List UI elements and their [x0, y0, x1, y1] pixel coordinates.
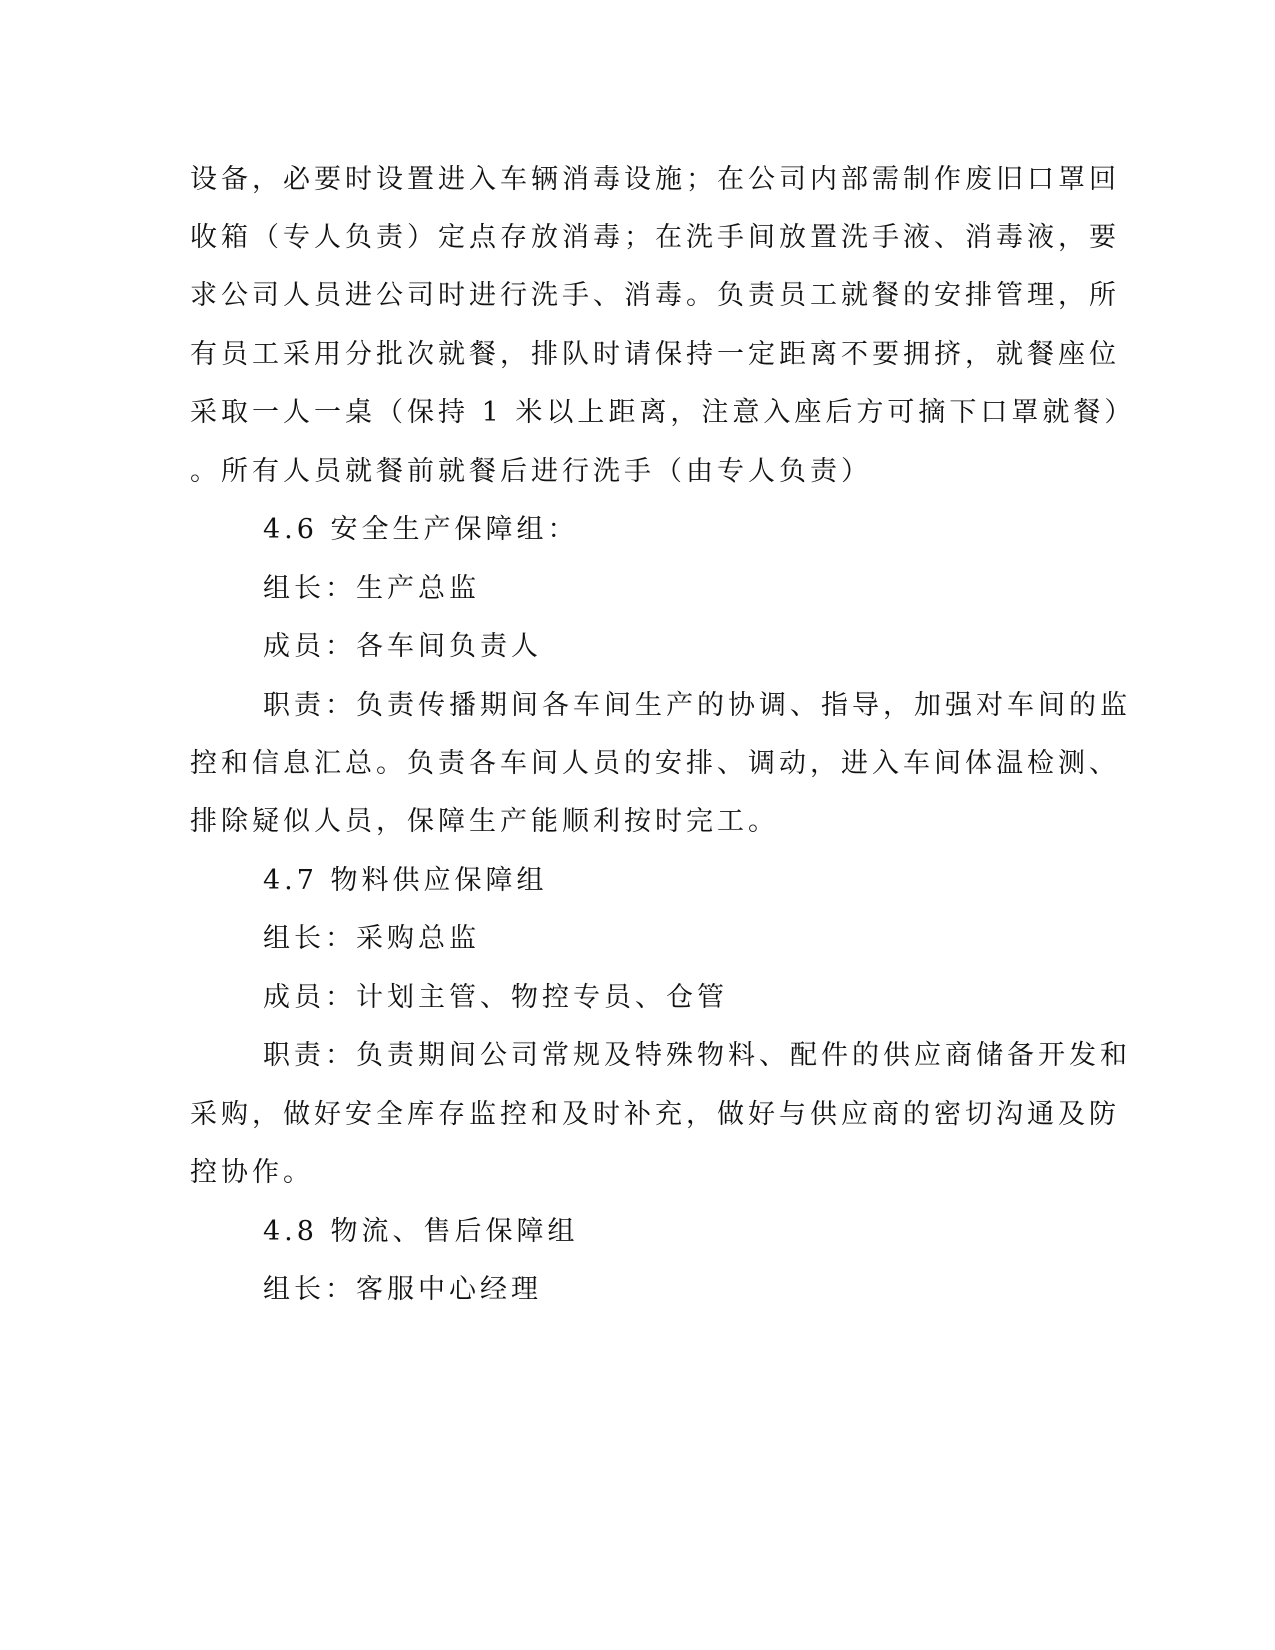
group-leader-line: 组长：客服中心经理	[263, 1274, 542, 1305]
group-members-line: 成员：计划主管、物控专员、仓管	[263, 982, 728, 1013]
paragraph-line: 排除疑似人员，保障生产能顺利按时完工。	[190, 806, 779, 837]
group-leader-line: 组长：采购总监	[263, 923, 480, 954]
paragraph-line: 设备，必要时设置进入车辆消毒设施；在公司内部需制作废旧口罩回	[190, 164, 1120, 195]
paragraph-line: 采取一人一桌（保持 1 米以上距离，注意入座后方可摘下口罩就餐）	[190, 397, 1136, 428]
group-members-line: 成员：各车间负责人	[263, 631, 542, 662]
responsibility-line: 职责：负责传播期间各车间生产的协调、指导，加强对车间的监	[263, 690, 1131, 721]
section-heading-4-7: 4.7 物料供应保障组	[263, 865, 548, 896]
paragraph-line: 控协作。	[190, 1157, 314, 1188]
responsibility-line: 职责：负责期间公司常规及特殊物料、配件的供应商储备开发和	[263, 1040, 1131, 1071]
paragraph-line: 收箱（专人负责）定点存放消毒；在洗手间放置洗手液、消毒液，要	[190, 222, 1120, 253]
paragraph-line: 有员工采用分批次就餐，排队时请保持一定距离不要拥挤，就餐座位	[190, 339, 1120, 370]
section-heading-4-6: 4.6 安全生产保障组：	[263, 514, 579, 545]
paragraph-line: 求公司人员进公司时进行洗手、消毒。负责员工就餐的安排管理，所	[190, 280, 1120, 311]
group-leader-line: 组长：生产总监	[263, 573, 480, 604]
paragraph-line: 控和信息汇总。负责各车间人员的安排、调动，进入车间体温检测、	[190, 748, 1120, 779]
section-heading-4-8: 4.8 物流、售后保障组	[263, 1216, 579, 1247]
paragraph-line: 采购，做好安全库存监控和及时补充，做好与供应商的密切沟通及防	[190, 1099, 1120, 1130]
paragraph-line: 。所有人员就餐前就餐后进行洗手（由专人负责）	[190, 456, 872, 487]
